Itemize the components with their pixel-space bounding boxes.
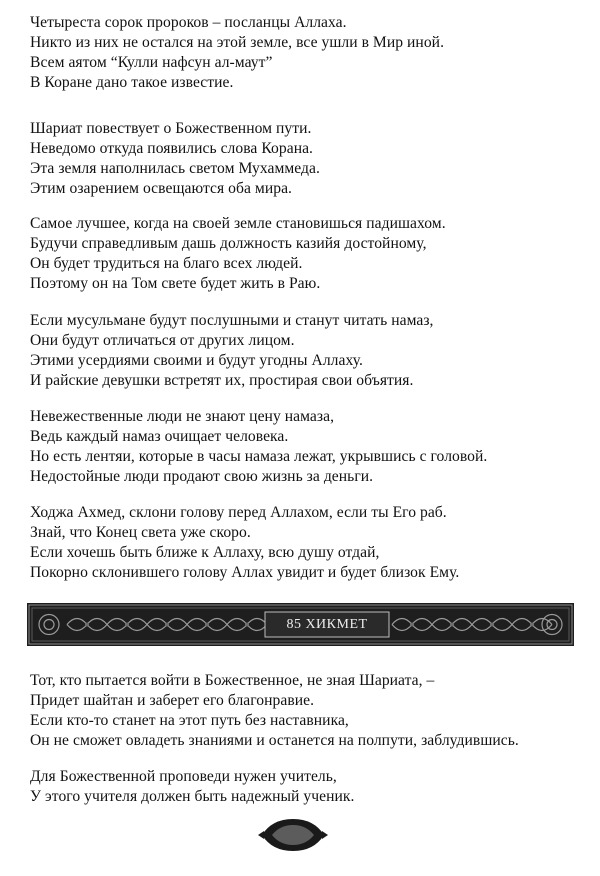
verse-line: Будучи справедливым дашь должность казийя достойному, <box>30 235 427 252</box>
section-title: 85 ХИКМЕТ <box>286 617 368 632</box>
verse-line: Эта земля наполнилась светом Мухаммеда. <box>30 160 320 177</box>
verse-line: Шариат повествует о Божественном пути. <box>30 120 312 137</box>
verse-line: Ходжа Ахмед, склони голову перед Аллахом, если ты Его раб. <box>30 504 447 521</box>
verse-line: Придет шайтан и заберет его благонравие. <box>30 692 315 709</box>
page-number-ornament <box>258 815 328 855</box>
verse-line: Покорно склонившего голову Аллах увидит и будет близок Ему. <box>30 564 460 581</box>
section-banner <box>27 603 574 646</box>
verse-line: Но есть лентяи, которые в часы намаза лежат, укрывшись с головой. <box>30 448 488 465</box>
verse-line: Он будет трудиться на благо всех людей. <box>30 255 303 272</box>
verse-line: Никто из них не остался на этой земле, все ушли в Мир иной. <box>30 34 445 51</box>
verse-line: В Коране дано такое известие. <box>30 74 234 91</box>
verse-line: Недостойные люди продают свою жизнь за деньги. <box>30 468 374 485</box>
stanza-2 <box>30 119 590 199</box>
verse-line: Невежественные люди не знают цену намаза, <box>30 408 335 425</box>
verse-line: Всем аятом “Кулли нафсун ал-маут” <box>30 54 273 71</box>
verse-line: Они будут отличаться от других лицом. <box>30 332 295 349</box>
verse-line: Самое лучшее, когда на своей земле становишься падишахом. <box>30 215 446 232</box>
stanza-4 <box>30 311 590 391</box>
verse-line: Неведомо откуда появились слова Корана. <box>30 140 314 157</box>
verse-line: Поэтому он на Том свете будет жить в Раю. <box>30 275 321 292</box>
page-ornament-icon <box>258 815 328 855</box>
verse-line: Этими усердиями своими и будут угодны Аллаху. <box>30 352 363 369</box>
verse-line: Тот, кто пытается войти в Божественное, не зная Шариата, – <box>30 672 435 689</box>
stanza-8 <box>30 767 590 807</box>
verse-line: Если хочешь быть ближе к Аллаху, всю душу отдай, <box>30 544 380 561</box>
verse-line: У этого учителя должен быть надежный ученик. <box>30 788 355 805</box>
verse-line: Этим озарением освещаются оба мира. <box>30 180 292 197</box>
verse-line: Четыреста сорок пророков – посланцы Аллаха. <box>30 14 347 31</box>
stanza-5 <box>30 407 590 487</box>
stanza-3 <box>30 214 590 294</box>
verse-line: Если мусульмане будут послушными и станут читать намаз, <box>30 312 434 329</box>
stanza-1 <box>30 13 590 93</box>
verse-line: Знай, что Конец света уже скоро. <box>30 524 251 541</box>
verse-line: Для Божественной проповеди нужен учитель, <box>30 768 337 785</box>
stanza-6 <box>30 503 590 583</box>
verse-line: Он не сможет овладеть знаниями и останется на полпути, заблудившись. <box>30 732 519 749</box>
stanza-7 <box>30 671 590 751</box>
verse-line: Если кто-то станет на этот путь без наставника, <box>30 712 349 729</box>
verse-line: И райские девушки встретят их, простирая свои объятия. <box>30 372 414 389</box>
verse-line: Ведь каждый намаз очищает человека. <box>30 428 289 445</box>
